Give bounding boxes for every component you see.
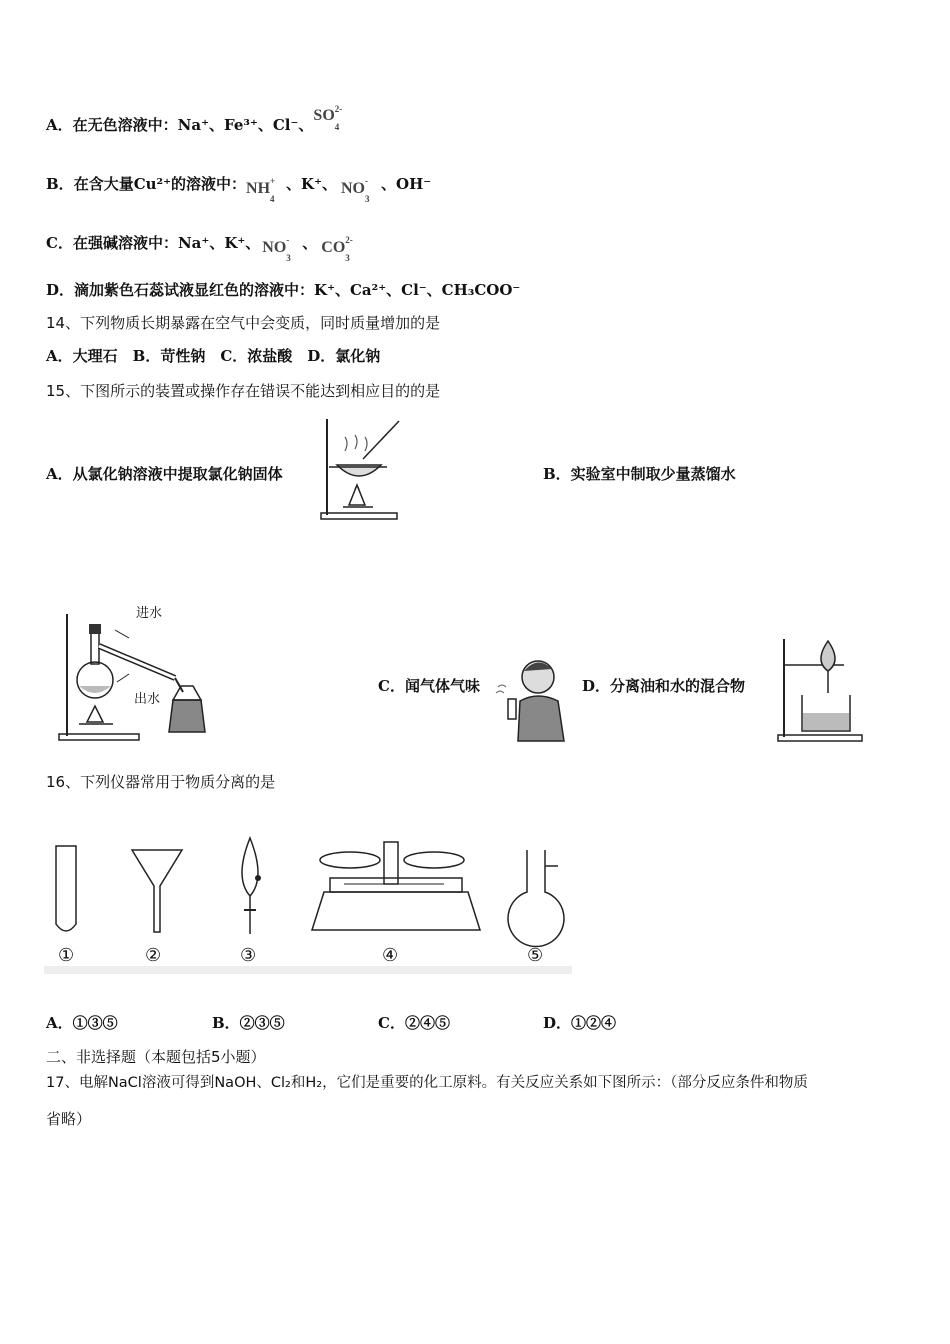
sulfate-ion: SO 2- 4	[313, 104, 343, 132]
ion-list: 、K⁺、	[286, 175, 337, 193]
test-tube-icon	[56, 846, 76, 931]
ion-list: 、OH⁻	[381, 175, 432, 193]
q13-option-a[interactable]	[46, 104, 343, 136]
q15-option-c[interactable]: C．闻气体气味	[378, 677, 480, 695]
q16-option-d[interactable]: D．①②④	[543, 1014, 617, 1032]
option-letter: C．	[46, 234, 73, 252]
nitrate-ion: NO - 3	[341, 176, 370, 204]
q14-stem: 14、下列物质长期暴露在空气中会变质，同时质量增加的是	[46, 314, 441, 332]
instrument-number-1: ①	[58, 945, 75, 966]
q15-option-a[interactable]: A．从氯化钠溶液中提取氯化钠固体	[46, 465, 283, 483]
water-inlet-label: 进水	[136, 606, 163, 621]
nitrate-ion: NO - 3	[262, 235, 291, 263]
separator: 、	[302, 234, 318, 252]
q13-option-d[interactable]	[46, 280, 520, 300]
round-bottom-flask-icon	[508, 850, 564, 947]
option-letter: B．	[46, 175, 74, 193]
instrument-number-4: ④	[382, 945, 399, 966]
instrument-number-2: ②	[145, 945, 162, 966]
ammonium-ion: NH + 4	[246, 176, 276, 204]
evaporation-apparatus-illustration	[315, 415, 400, 523]
q15-option-d[interactable]: D．分离油和水的混合物	[582, 677, 746, 695]
q13-option-c[interactable]	[46, 233, 357, 263]
q15-stem: 15、下图所示的装置或操作存在错误不能达到相应目的的是	[46, 382, 441, 400]
option-text: 在无色溶液中：	[72, 116, 178, 134]
section-heading: 二、非选择题（本题包括5小题）	[46, 1048, 266, 1066]
ion-list: K⁺、Ca²⁺、Cl⁻、CH₃COO⁻	[314, 281, 521, 299]
option-letter: A．	[46, 116, 73, 134]
q15-option-b[interactable]: B．实验室中制取少量蒸馏水	[543, 465, 736, 483]
water-outlet-label: 出水	[134, 692, 161, 707]
separatory-funnel-icon	[242, 838, 258, 896]
separatory-funnel-setup-illustration	[774, 635, 866, 743]
q17-stem-line1: 17、电解NaCl溶液可得到NaOH、Cl₂和H₂，它们是重要的化工原料。有关反应关系如下图所示：（部分反应条件和物质	[46, 1075, 808, 1091]
lab-instruments-illustration	[44, 826, 572, 976]
q16-option-c[interactable]: C．②④⑤	[378, 1014, 450, 1032]
q16-stem: 16、下列仪器常用于物质分离的是	[46, 773, 276, 791]
q16-option-a[interactable]: A．①③⑤	[46, 1014, 118, 1032]
q16-option-b[interactable]: B．②③⑤	[212, 1014, 285, 1032]
option-text: 在含大量Cu²⁺的溶液中：	[73, 175, 247, 193]
q13-option-b[interactable]	[46, 174, 432, 204]
option-text: 在强碱溶液中：	[72, 234, 178, 252]
q14-options[interactable]: A．大理石 B．苛性钠 C．浓盐酸 D．氯化钠	[46, 347, 381, 365]
ion-list: Na⁺、Fe³⁺、Cl⁻、	[177, 116, 314, 134]
option-text: 滴加紫色石蕊试液显红色的溶液中：	[74, 281, 315, 299]
option-letter: D．	[46, 281, 75, 299]
q17-stem-line2: 省略）	[46, 1110, 92, 1128]
smelling-gas-illustration	[490, 655, 570, 743]
ion-list: Na⁺、K⁺、	[177, 234, 261, 252]
funnel-icon	[132, 850, 182, 932]
instrument-number-5: ⑤	[527, 945, 544, 966]
balance-icon	[312, 842, 480, 930]
distillation-apparatus-illustration	[55, 610, 215, 742]
instrument-number-3: ③	[240, 945, 257, 966]
carbonate-ion: CO 2- 3	[321, 235, 353, 263]
